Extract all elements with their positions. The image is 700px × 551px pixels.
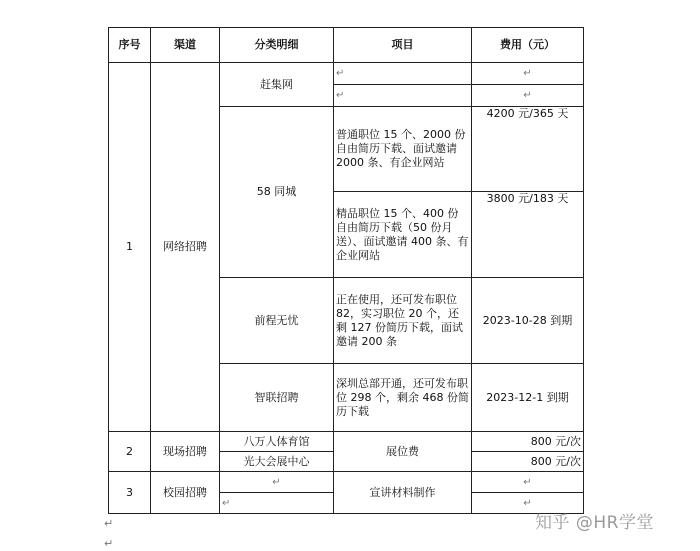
fee-qiancheng: 2023-10-28 到期 [472,278,584,364]
table-header-row [109,28,584,63]
venue-bawanren: 八万人体育馆 [220,432,334,452]
fee-zhilian: 2023-12-1 到期 [472,364,584,432]
row-number: 2 [109,432,151,472]
header-category: 分类明细 [220,28,334,63]
empty-cell: ↵ [472,85,584,107]
empty-cell: ↵ [220,472,334,493]
venue-guangda: 光大会展中心 [220,452,334,472]
channel-cell: 网络招聘 [151,63,220,432]
header-no: 序号 [109,28,151,63]
fee-58-premium: 3800 元/183 天 [472,192,584,278]
fee-venue1: 800 元/次 [472,432,584,452]
empty-cell: ↵ [472,63,584,85]
row-number: 1 [109,63,151,432]
channel-cell: 校园招聘 [151,472,220,514]
category-qiancheng: 前程无忧 [220,278,334,364]
empty-cell: ↵ [472,472,584,493]
channel-cell: 现场招聘 [151,432,220,472]
fee-58-normal: 4200 元/365 天 [472,107,584,192]
paragraph-mark: ↵ [104,537,114,550]
watermark: 知乎 @HR学堂 [535,513,654,533]
empty-cell: ↵ [472,493,584,514]
category-zhilian: 智联招聘 [220,364,334,432]
item-qiancheng: 正在使用，还可发布职位 82，实习职位 20 个，还剩 127 份简历下载，面试邀请 200 条 [334,278,472,364]
table-row [109,63,584,85]
paragraph-mark: ↵ [104,517,114,530]
row-number: 3 [109,472,151,514]
item-zhilian: 深圳总部开通，还可发布职位 298 个，剩余 468 份简历下载 [334,364,472,432]
fee-venue2: 800 元/次 [472,452,584,472]
recruitment-cost-table [108,27,584,514]
header-item: 项目 [334,28,472,63]
item-booth-fee: 展位费 [334,432,472,472]
item-58-normal: 普通职位 15 个、2000 份自由简历下载、面试邀请 2000 条、有企业网站 [334,107,472,192]
table-row [109,472,584,493]
category-58: 58 同城 [220,107,334,278]
item-campus: 宣讲材料制作 [334,472,472,514]
table-row [109,432,584,452]
header-fee: 费用（元） [472,28,584,63]
empty-cell: ↵ [334,85,472,107]
item-58-premium: 精品职位 15 个、400 份自由简历下载（50 份月送）、面试邀请 400 条、有企业网站 [334,192,472,278]
category-ganji: 赶集网 [220,63,334,107]
header-channel: 渠道 [151,28,220,63]
empty-cell: ↵ [334,63,472,85]
empty-cell: ↵ [220,493,334,514]
